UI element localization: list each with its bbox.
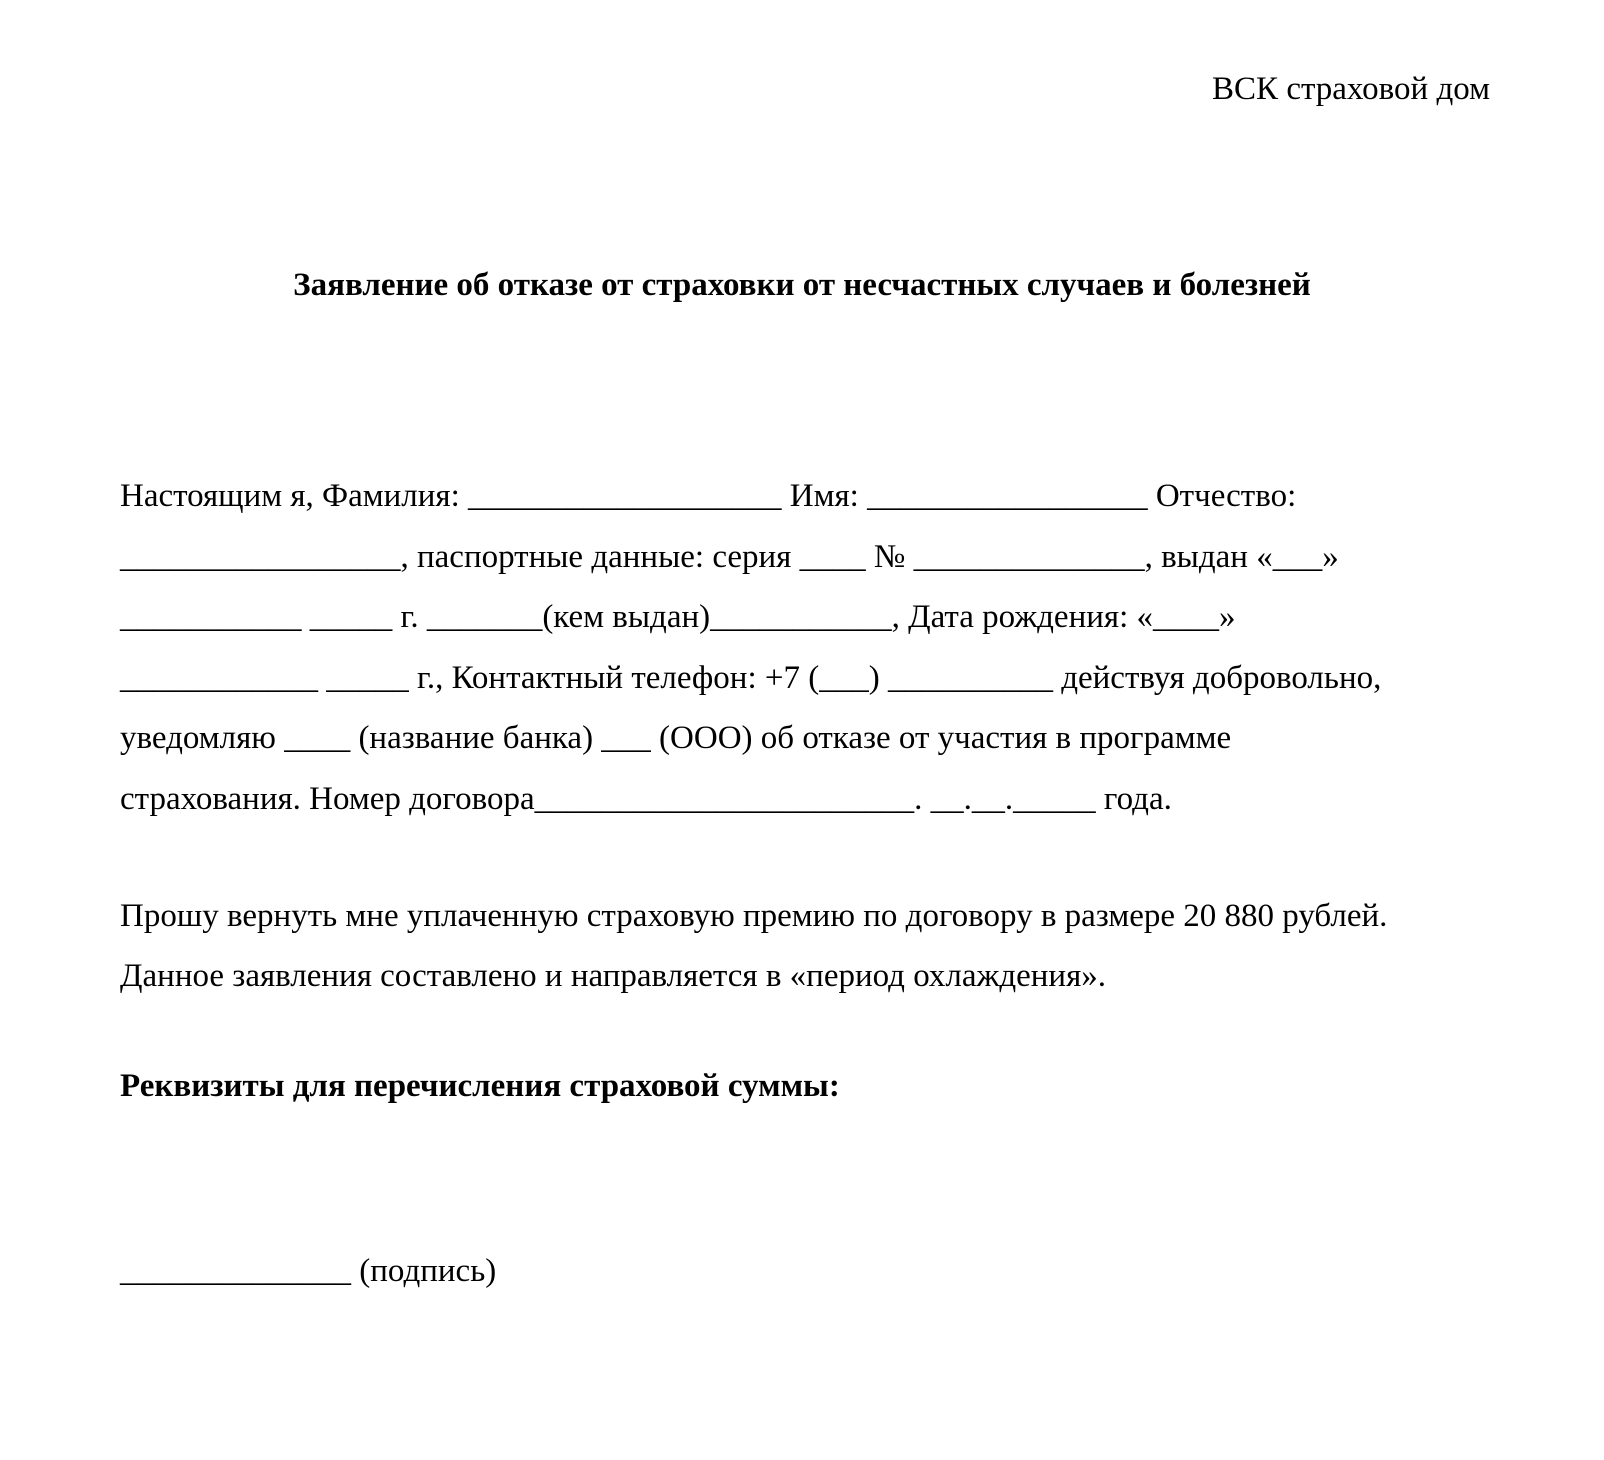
- document-title: Заявление об отказе от страховки от несчастных случаев и болезней: [293, 267, 1311, 303]
- requisites-heading: Реквизиты для перечисления страховой суммы:: [120, 1068, 840, 1104]
- statement-paragraph: [120, 466, 1540, 829]
- signature-line: ______________ (подпись): [120, 1253, 497, 1289]
- recipient-header: ВСК страховой дом: [1212, 71, 1490, 107]
- statement-line: страхования. Номер договора_______________________. __.__._____ года.: [120, 780, 1172, 817]
- statement-line: Настоящим я, Фамилия: ___________________ Имя: _________________ Отчество:: [120, 478, 1297, 514]
- refund-paragraph: [120, 886, 1540, 1006]
- refund-line: Данное заявления составлено и направляется в «период охлаждения».: [120, 958, 1107, 994]
- statement-line: ___________ _____ г. _______(кем выдан)___________, Дата рождения: «____»: [120, 599, 1236, 635]
- statement-line: уведомляю ____ (название банка) ___ (ООО) об отказе от участия в программе: [120, 720, 1232, 756]
- statement-line: _________________, паспортные данные: серия ____ № ______________, выдан «___»: [120, 538, 1339, 575]
- statement-line: ____________ _____ г., Контактный телефон: +7 (___) __________ действуя добровольно,: [120, 659, 1382, 696]
- refund-line: Прошу вернуть мне уплаченную страховую премию по договору в размере 20 880 рублей.: [120, 898, 1388, 934]
